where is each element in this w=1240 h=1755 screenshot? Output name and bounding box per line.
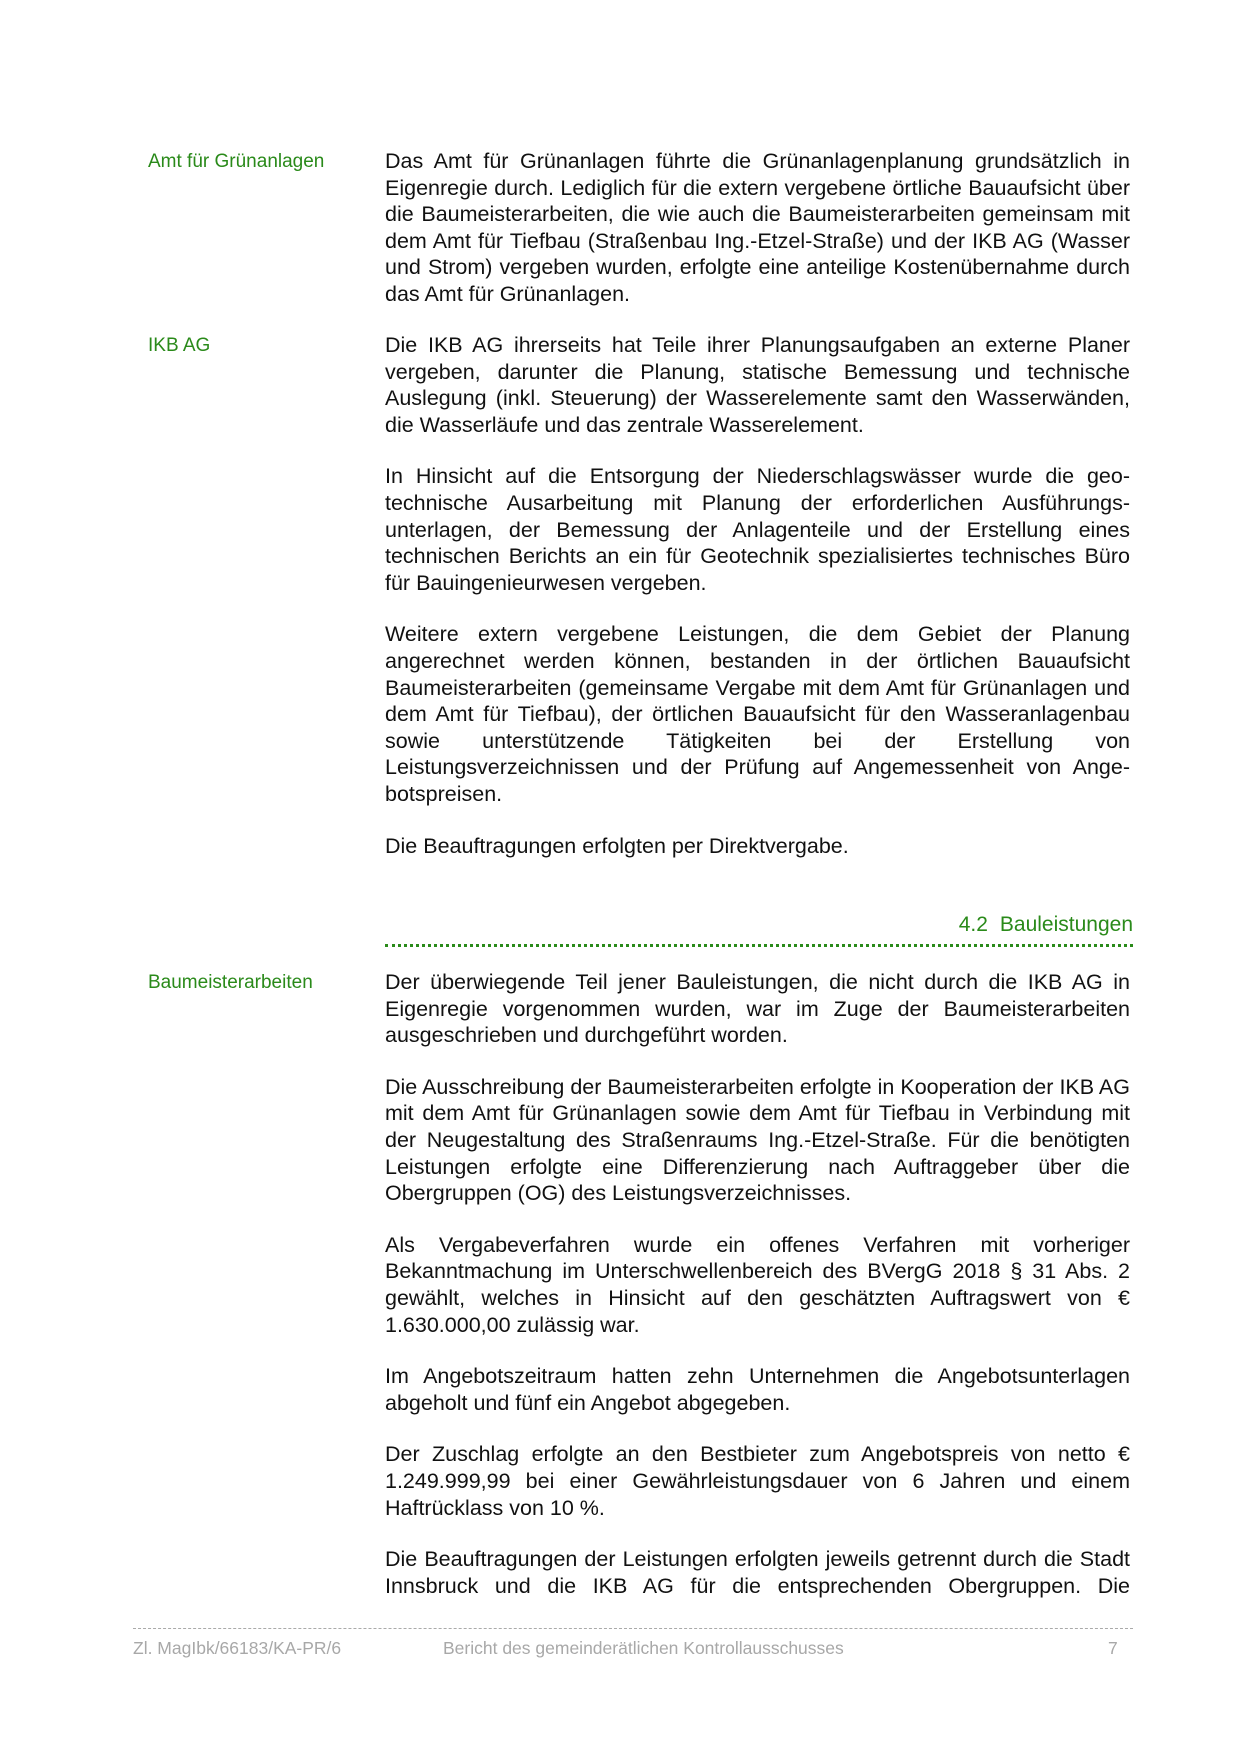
footer-divider [133, 1628, 1133, 1629]
block-text [385, 969, 1130, 1599]
paragraph: Die Beauftragungen erfolgten per Direktvergabe. [385, 833, 849, 858]
paragraph: Die IKB AG ihrerseits hat Teile ihrer Planungsaufgaben an externe Planer vergeben, darunter die Planung, statische Bemessung und technische Auslegung (inkl. Steuerung) der Wasserelemente samt den Wasserwänden, die Wasserläufe und das zentrale Wasserelement. [385, 333, 1130, 437]
footer-reference: Zl. MagIbk/66183/KA-PR/6 [133, 1638, 342, 1658]
paragraph: Das Amt für Grünanlagen führte die Grünanlagenplanung grundsätzlich in Eigenregie durch. Lediglich für die extern vergebene örtliche Bauaufsicht über die Baumeisterarbeiten, die wie auch die Baumeisterarbeiten gemeinsam mit dem Amt für Tiefbau (Straßenbau Ing.-Etzel-Straße) und der IKB AG (Wasser und Strom) vergeben wurden, erfolgte eine anteilige Kostenübernahme durch das Amt für Grünanlagen. [385, 149, 1130, 306]
margin-label: Baumeisterarbeiten [148, 972, 313, 993]
block-text [385, 148, 1130, 308]
margin-label: IKB AG [148, 335, 211, 356]
paragraph: Die Ausschreibung der Baumeisterarbeiten erfolgte in Kooperation der IKB AG mit dem Amt für Grünanlagen sowie dem Amt für Tiefbau in Verbindung mit der Neugestaltung des Straßenraums Ing.-Etzel-Straße. Für die benötigten Leistungen erfolgte eine Differenzierung nach Auftraggeber über die Obergruppen (OG) des Leistungsverzeichnisses. [385, 1074, 1130, 1206]
paragraph: In Hinsicht auf die Entsorgung der Niederschlagswässer wurde die geotechnische Ausarbeitung mit Planung der erforderlichen Ausführungsunterlagen, der Bemessung der Anlagenteile und der Erstellung eines technischen Berichts an ein für Geotechnik spezialisiertes technisches Büro für Bauingenieurwesen vergeben. [385, 464, 1130, 595]
paragraph: Die Beauftragungen der Leistungen erfolgten jeweils getrennt durch die Stadt Innsbruck und die IKB AG für die entsprechenden Obergruppen. Die [385, 1547, 1130, 1598]
block-baumeisterarbeiten [0, 969, 1240, 1599]
footer-title: Bericht des gemeinderätlichen Kontrollausschusses [443, 1638, 844, 1658]
block-ikb-ag [0, 332, 1240, 859]
paragraph: Weitere extern vergebene Leistungen, die dem Gebiet der Planung angerechnet werden können, bestanden in der örtlichen Bauaufsicht Baumeisterarbeiten (gemeinsame Vergabe mit dem Amt für Grünanlagen und dem Amt für Tiefbau), der örtlichen Bauaufsicht für den Wasseranlagenbau sowie unterstützende Tätigkeiten bei der Erstellung von Leistungsverzeichnissen und der Prüfung auf Angemessenheit von Angebotspreisen. [385, 622, 1130, 806]
paragraph: Im Angebotszeitraum hatten zehn Unternehmen die Angebotsunterlagen abgeholt und fünf ein Angebot abgegeben. [385, 1364, 1130, 1415]
block-amt-fuer-gruenanlagen [0, 148, 1240, 308]
paragraph: Als Vergabeverfahren wurde ein offenes Verfahren mit vorheriger Bekanntmachung im Unterschwellenbereich des BVergG 2018 § 31 Abs. 2 gewählt, welches in Hinsicht auf den geschätzten Auftragswert von € 1.630.000,00 zulässig war. [385, 1232, 1130, 1337]
margin-label: Amt für Grünanlagen [148, 151, 325, 172]
block-text [385, 332, 1130, 859]
section-number: 4.2 [958, 913, 988, 936]
paragraph: Der überwiegende Teil jener Bauleistungen, die nicht durch die IKB AG in Eigenregie vorgenommen wurden, war im Zuge der Baumeisterarbeiten ausgeschrieben und durchgeführt worden. [385, 970, 1130, 1048]
paragraph: Der Zuschlag erfolgte an den Bestbieter zum Angebotspreis von netto € 1.249.999,99 bei einer Gewährleistungsdauer von 6 Jahren und einem Haftrücklass von 10 %. [385, 1442, 1130, 1520]
section-title: Bauleistungen [999, 913, 1133, 936]
page-number: 7 [1108, 1638, 1118, 1658]
section-heading [385, 910, 1133, 947]
